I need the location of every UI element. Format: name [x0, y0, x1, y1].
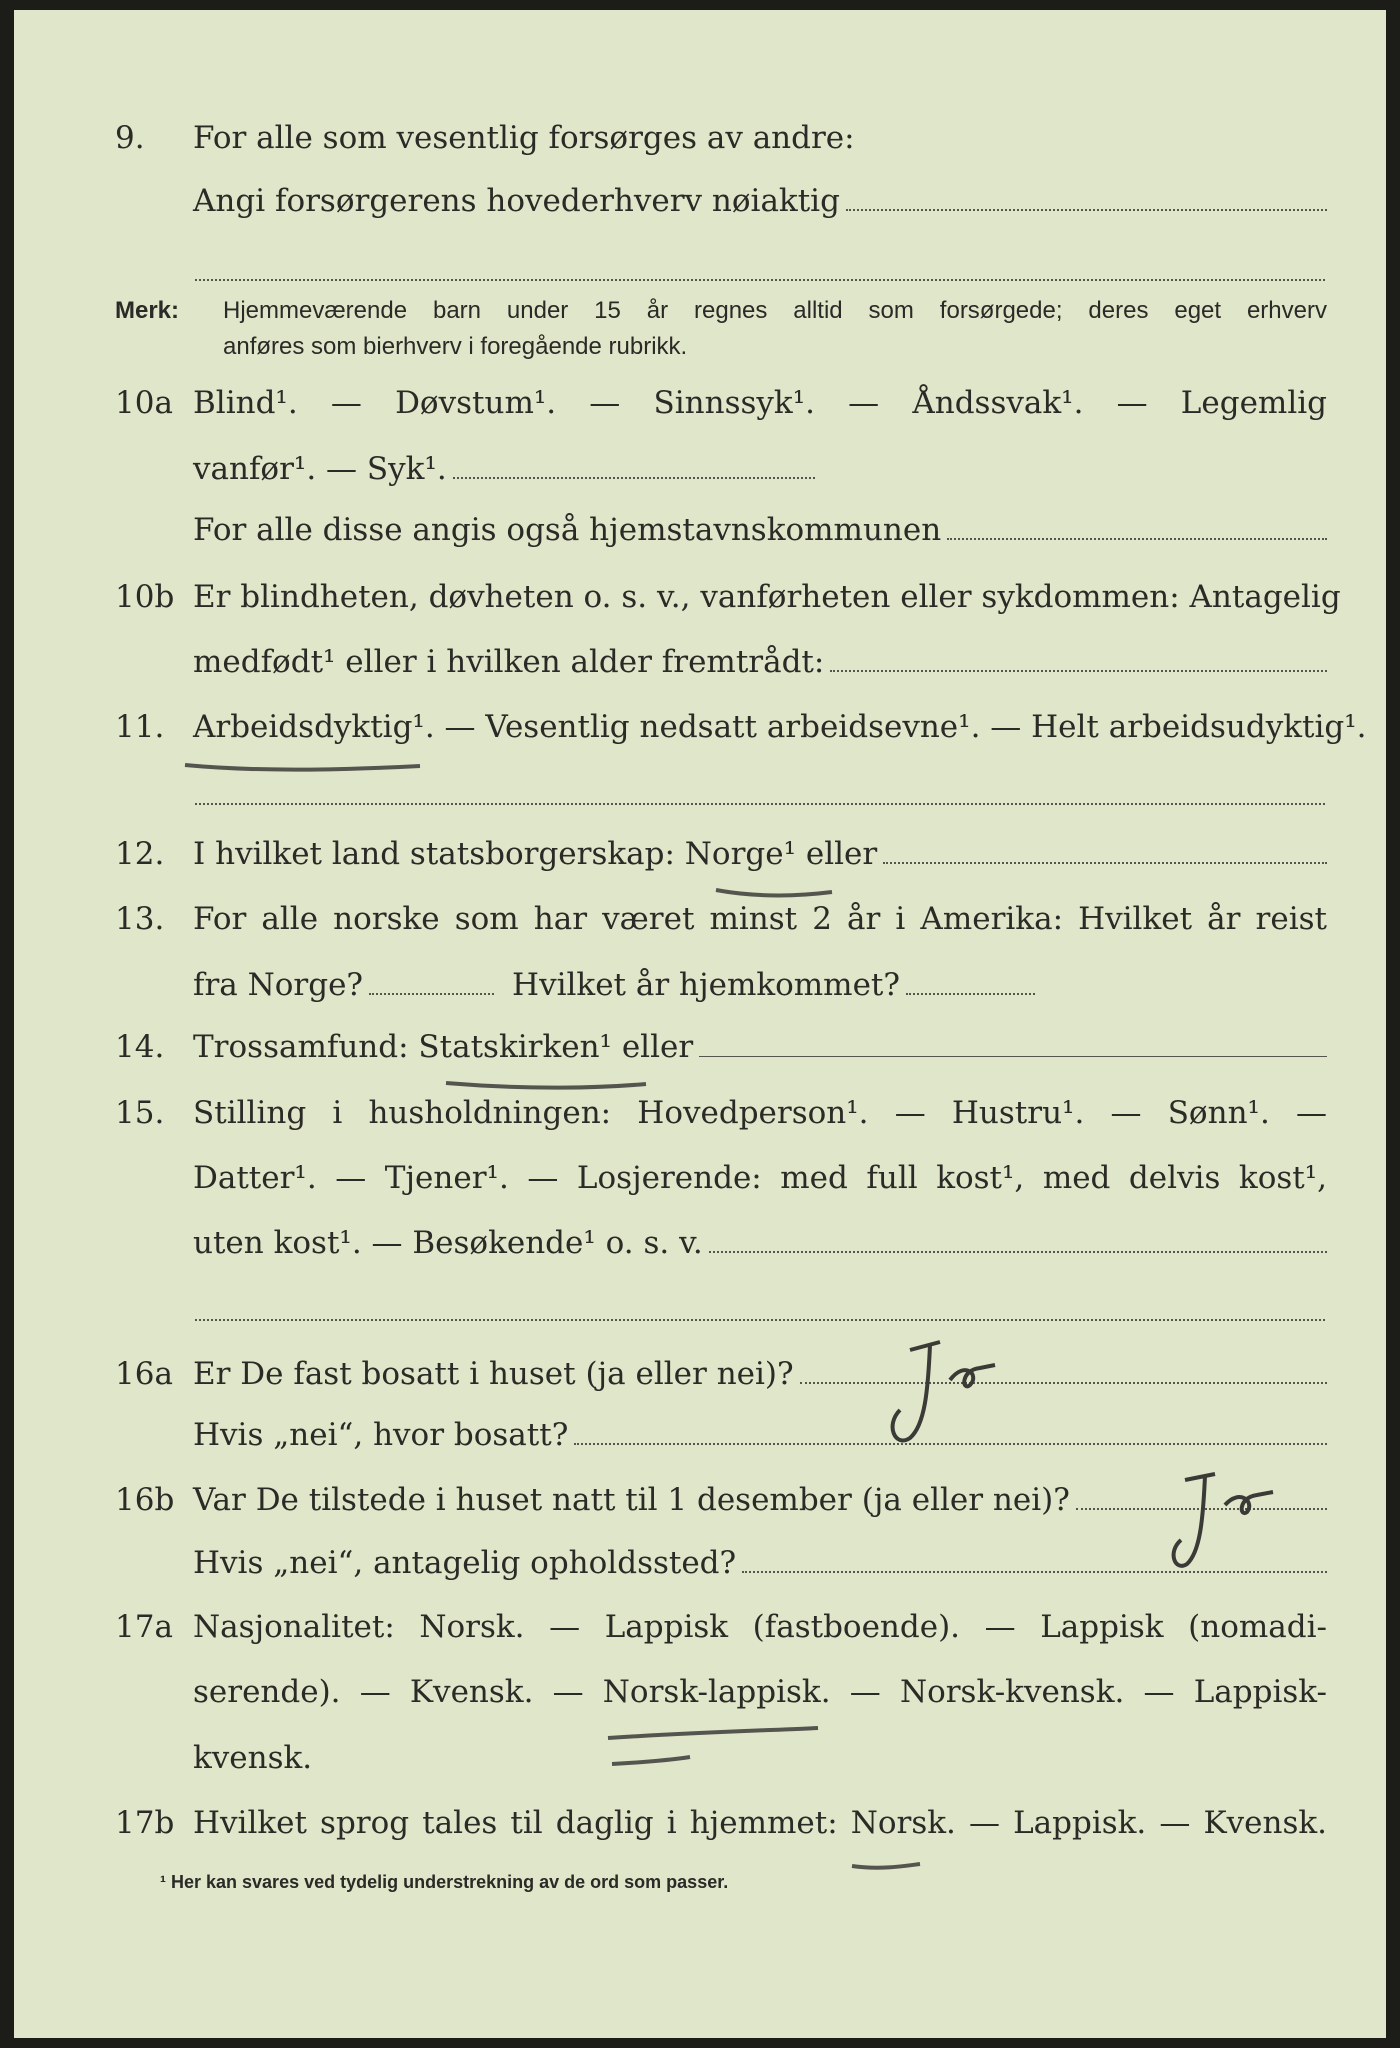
- q15-line3: uten kost¹. — Besøkende¹ o. s. v.: [115, 1225, 1327, 1269]
- answer-field[interactable]: [906, 993, 1035, 995]
- q13-line2: fra Norge? Hvilket år hjemkommet?: [115, 967, 1035, 1011]
- q13-line1: 13. For alle norske som har været minst 2 år i Amerika: Hvilket år reist: [115, 901, 1327, 937]
- q10a-line1: 10a Blind¹. — Døvstum¹. — Sinnssyk¹. — Åndssvak¹. — Legemlig: [115, 385, 1327, 421]
- q9-line2: Angi forsørgerens hovederhverv nøiaktig: [115, 183, 1327, 227]
- q9-line1: 9. For alle som vesentlig forsørges av andre:: [115, 120, 855, 156]
- q15-line2: Datter¹. — Tjener¹. — Losjerende: med full kost¹, med delvis kost¹,: [193, 1160, 1327, 1196]
- q10a-line2: vanfør¹. — Syk¹.: [115, 451, 815, 495]
- answer-field[interactable]: [369, 993, 494, 995]
- handwritten-answer-ja-16b: [1155, 1460, 1315, 1590]
- q11-line1: 11. Arbeidsdyktig¹. — Vesentlig nedsatt arbeidsevne¹. — Helt arbeidsudyktig¹.: [115, 709, 1367, 745]
- q12-line1: 12. I hvilket land statsborgerskap: Norge¹ eller: [115, 836, 1327, 880]
- q17a-line1: 17a Nasjonalitet: Norsk. — Lappisk (fastboende). — Lappisk (nomadi-: [115, 1609, 1327, 1645]
- q10b-line2: medfødt¹ eller i hvilken alder fremtrådt:: [115, 644, 1327, 688]
- q16a-line1: 16a Er De fast bosatt i huset (ja eller nei)?: [115, 1356, 1327, 1400]
- answer-field[interactable]: [453, 477, 815, 479]
- answer-field[interactable]: [846, 209, 1327, 211]
- q10a-line3: For alle disse angis også hjemstavnskommunen: [115, 512, 1327, 556]
- answer-line[interactable]: [195, 1319, 1325, 1321]
- answer-field[interactable]: [709, 1251, 1327, 1253]
- q17a-line2: serende). — Kvensk. — Norsk-lappisk. — Norsk-kvensk. — Lappisk-: [193, 1674, 1327, 1710]
- answer-line[interactable]: [195, 803, 1325, 805]
- q14-line1: 14. Trossamfund: Statskirken¹ eller: [115, 1029, 1327, 1073]
- answer-field[interactable]: [883, 862, 1327, 864]
- answer-field[interactable]: [947, 538, 1327, 540]
- merk-note: Merk: Hjemmeværende barn under 15 år regnes alltid som forsørgede; deres eget erhverv anføres som bierhverv i foregående rubrikk.: [115, 297, 1327, 360]
- footnote: ¹ Her kan svares ved tydelig understrekning av de ord som passer.: [160, 1872, 729, 1892]
- handwritten-answer-ja-16a: [870, 1330, 1030, 1460]
- q16b-line2: Hvis „nei“, antagelig opholdssted?: [115, 1545, 1327, 1589]
- answer-field[interactable]: [830, 670, 1327, 672]
- q17a-line3: kvensk.: [193, 1740, 313, 1776]
- q17b-line1: 17b Hvilket sprog tales til daglig i hjemmet: Norsk. — Lappisk. — Kvensk.: [115, 1805, 1327, 1841]
- answer-line[interactable]: [195, 279, 1325, 281]
- q10b-line1: 10b Er blindheten, døvheten o. s. v., vanførheten eller sykdommen: Antagelig: [115, 579, 1341, 615]
- q16b-line1: 16b Var De tilstede i huset natt til 1 desember (ja eller nei)?: [115, 1482, 1327, 1526]
- answer-field[interactable]: [699, 1056, 1327, 1057]
- q16a-line2: Hvis „nei“, hvor bosatt?: [115, 1417, 1327, 1461]
- q15-line1: 15. Stilling i husholdningen: Hovedperson¹. — Hustru¹. — Sønn¹. —: [115, 1095, 1327, 1131]
